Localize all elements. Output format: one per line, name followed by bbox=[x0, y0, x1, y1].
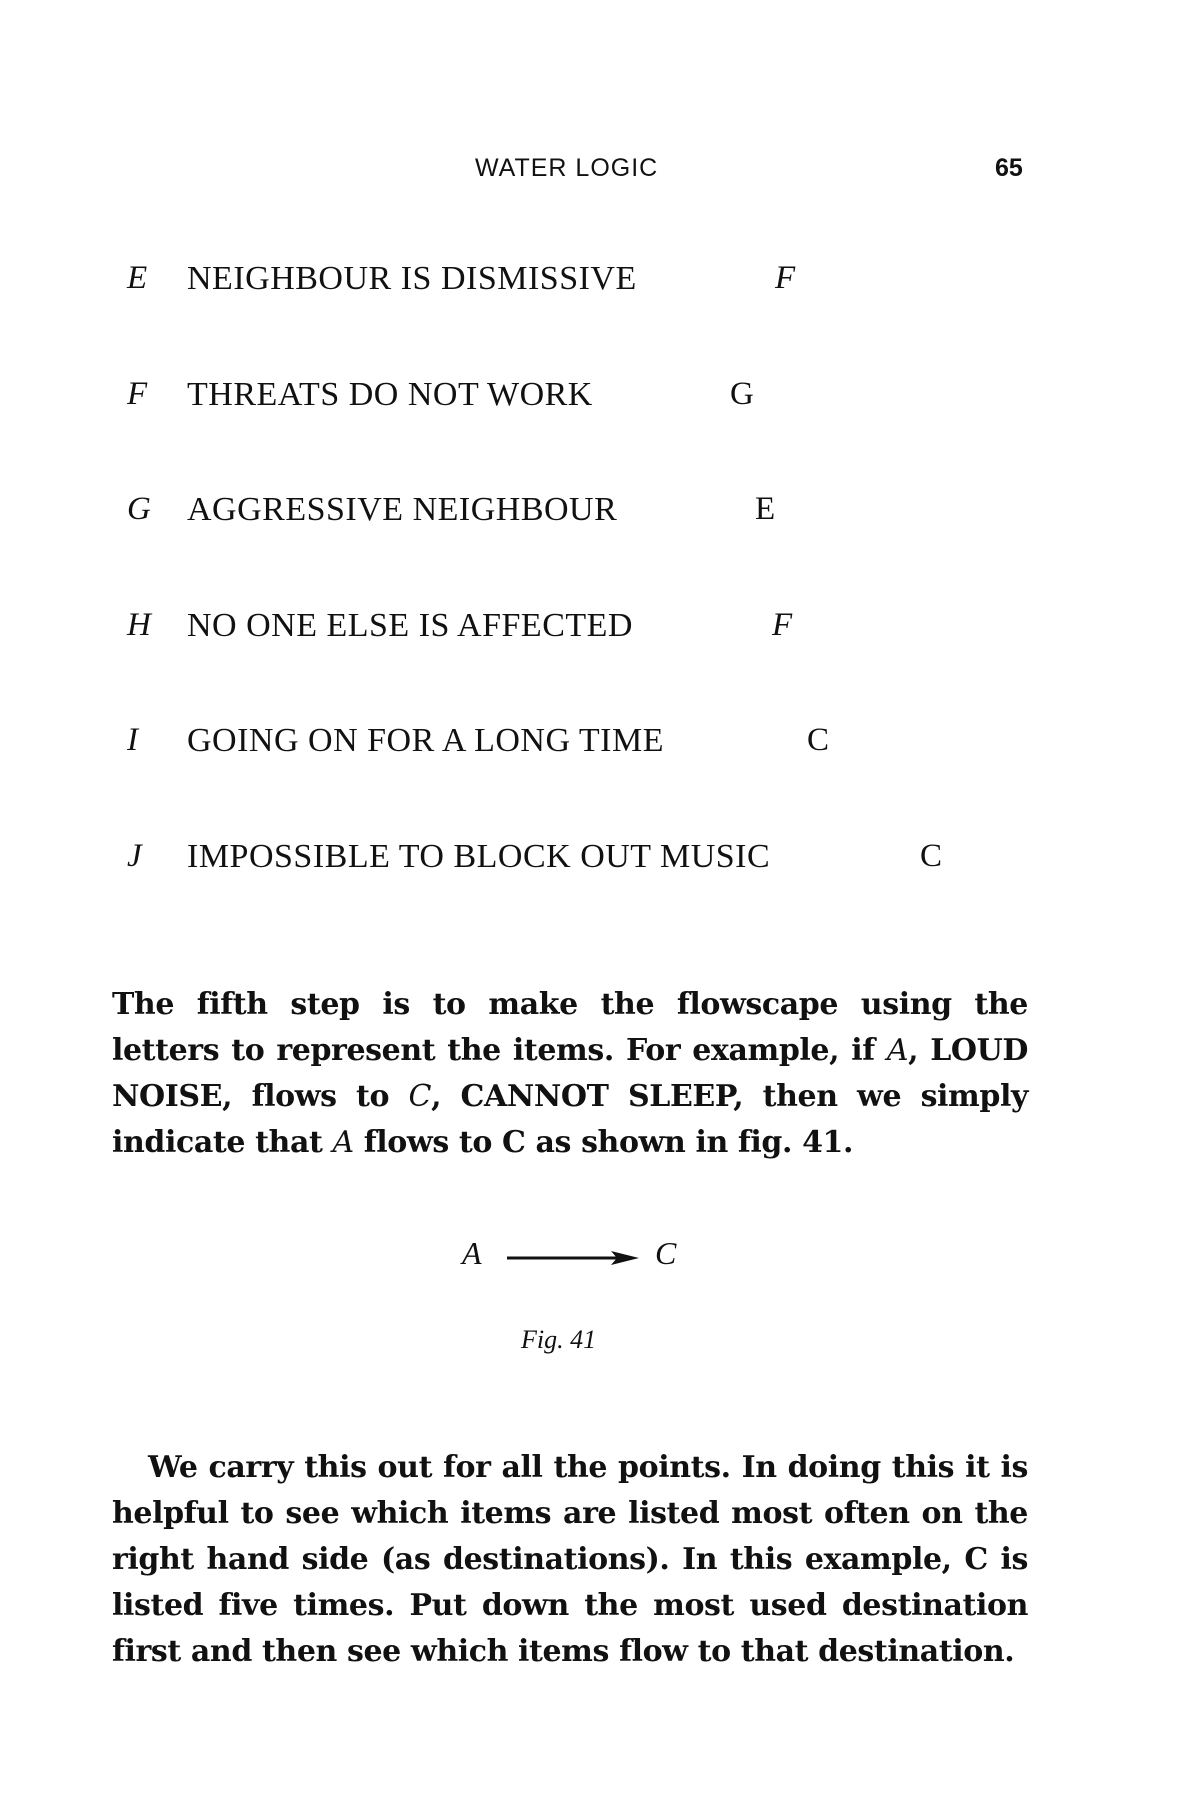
arrow-right-icon bbox=[503, 1248, 643, 1268]
figure-caption: Fig. 41 bbox=[521, 1325, 597, 1354]
item-text: AGGRESSIVE NEIGHBOUR bbox=[187, 491, 618, 528]
item-destination: E bbox=[755, 491, 776, 527]
item-text: GOING ON FOR A LONG TIME bbox=[187, 722, 664, 759]
list-item bbox=[0, 838, 1177, 954]
list-item bbox=[0, 260, 1177, 376]
list-item bbox=[0, 376, 1177, 492]
item-letter: F bbox=[127, 375, 148, 412]
item-destination: C bbox=[920, 837, 943, 874]
page-number: 65 bbox=[995, 154, 1023, 182]
item-text: IMPOSSIBLE TO BLOCK OUT MUSIC bbox=[187, 837, 771, 875]
item-text: NO ONE ELSE IS AFFECTED bbox=[187, 606, 633, 644]
item-destination: C bbox=[807, 722, 830, 758]
item-text: THREATS DO NOT WORK bbox=[187, 375, 593, 413]
body-paragraph: We carry this out for all the points. In doing this it is helpful to see which items are listed most often on the right hand side (as destinations). In this example, C is listed five times. Put down the most used destination first and then see which items flow to that destination. bbox=[112, 1450, 1028, 1669]
page-header bbox=[0, 150, 1177, 190]
item-letter: G bbox=[127, 491, 151, 527]
list-item bbox=[0, 722, 1177, 838]
body-paragraph: The fifth step is to make the flowscape using the letters to represent the items. For example, if A, LOUD NOISE, flows to C, CANNOT SLEEP, then we simply indicate that A flows to C as shown in fig. 41. bbox=[112, 987, 1029, 1160]
item-destination: F bbox=[775, 260, 796, 296]
figure-node-c: C bbox=[655, 1235, 677, 1271]
item-letter: E bbox=[127, 260, 148, 296]
item-letter: J bbox=[127, 837, 142, 874]
figure-41 bbox=[0, 1230, 1177, 1380]
item-destination: F bbox=[772, 606, 793, 643]
list-item bbox=[0, 607, 1177, 723]
item-list bbox=[0, 260, 1177, 953]
item-letter: I bbox=[127, 722, 138, 758]
figure-node-a: A bbox=[462, 1235, 482, 1271]
list-item bbox=[0, 491, 1177, 607]
item-destination: G bbox=[730, 375, 754, 412]
item-text: NEIGHBOUR IS DISMISSIVE bbox=[187, 260, 637, 297]
running-title: WATER LOGIC bbox=[475, 154, 659, 182]
item-letter: H bbox=[127, 606, 151, 643]
